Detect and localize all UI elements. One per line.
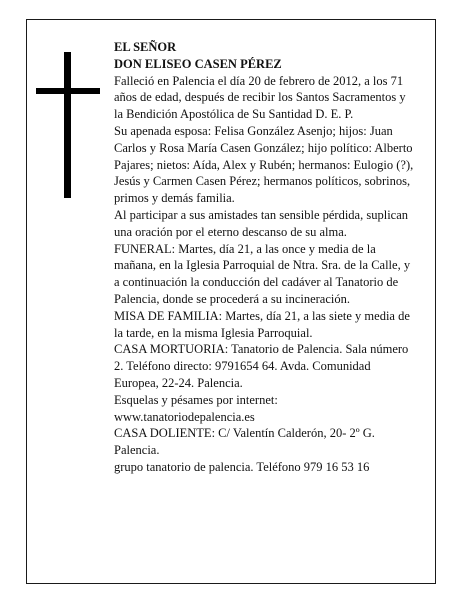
prayer-request: Al participar a sus amistades tan sensible pérdida, suplican una oración por el eterno descanso de su alma. (114, 207, 409, 239)
cross-icon (36, 52, 100, 198)
cross-horizontal-bar (36, 88, 100, 94)
family-list: Su apenada esposa: Felisa González Asenjo; hijos: Juan Carlos y Rosa María Casen González; hijo político: Alberto Pajares; nietos: Aída, Alex y Rubén; hermanos: Eulogio (?), Jesús y Carmen Casen Pérez; hermanos políticos, sobrinos, primos y demás familia. (114, 123, 414, 206)
funeral-group-contact: grupo tanatorio de palencia. Teléfono 979 16 53 16 (114, 459, 370, 474)
deceased-name: DON ELISEO CASEN PÉREZ (114, 56, 282, 71)
funeral-details: FUNERAL: Martes, día 21, a las once y media de la mañana, en la Iglesia Parroquial de Ntra. Sra. de la Calle, y a continuación la conducción del cadáver al Tanatorio de Palencia, donde se procederá a su incineración. (114, 241, 411, 306)
obituary-text (114, 39, 414, 476)
death-announcement: Falleció en Palencia el día 20 de febrero de 2012, a los 71 años de edad, después de recibir los Santos Sacramentos y la Bendición Apostólica de Su Santidad D. E. P. (114, 73, 406, 122)
deceased-honorific: EL SEÑOR (114, 40, 177, 54)
family-mass-details: MISA DE FAMILIA: Martes, día 21, a las siete y media de la tarde, en la misma Iglesia Parroquial. (114, 308, 410, 340)
online-condolences: Esquelas y pésames por internet: www.tanatoriodepalencia.es (114, 392, 278, 424)
funeral-home-details: CASA MORTUORIA: Tanatorio de Palencia. Sala número 2. Teléfono directo: 9791654 64. Avda. Comunidad Europea, 22-24. Palencia. (114, 342, 409, 390)
cross-vertical-bar (64, 52, 71, 198)
family-home-address: CASA DOLIENTE: C/ Valentín Calderón, 20- 2º G. Palencia. (114, 426, 375, 458)
